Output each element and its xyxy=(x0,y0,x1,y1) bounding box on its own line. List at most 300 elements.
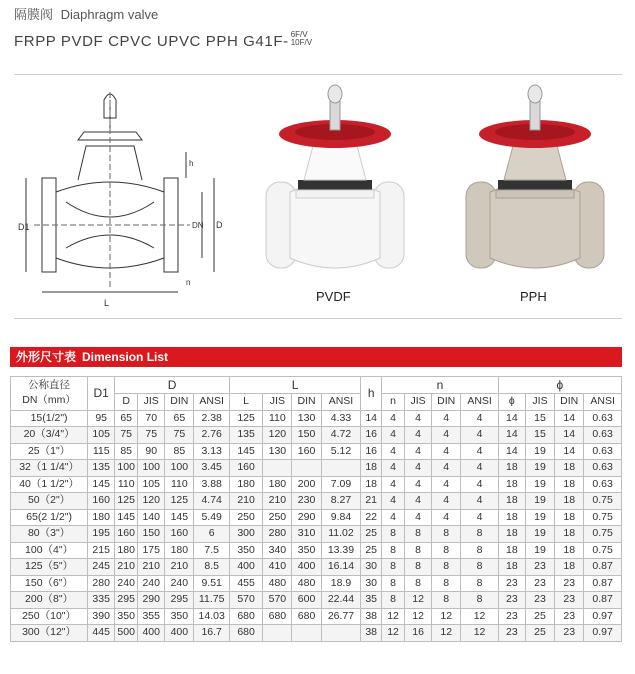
value-cell: 16 xyxy=(361,427,382,444)
value-cell: 160 xyxy=(88,493,115,510)
value-cell: 680 xyxy=(229,608,262,625)
dn-header-en: DN（mm） xyxy=(22,394,76,407)
value-cell: 13.39 xyxy=(321,542,361,559)
value-cell xyxy=(321,625,361,642)
value-cell: 290 xyxy=(292,509,321,526)
pvdf-valve-image xyxy=(250,82,420,282)
value-cell: 18 xyxy=(498,460,525,477)
value-cell: 5.49 xyxy=(194,509,229,526)
value-cell: 18 xyxy=(361,476,382,493)
value-cell: 100 xyxy=(138,460,165,477)
value-cell xyxy=(292,460,321,477)
value-cell: 180 xyxy=(263,476,292,493)
value-cell: 100 xyxy=(165,460,194,477)
table-row xyxy=(11,493,622,510)
value-cell: 4 xyxy=(461,460,499,477)
value-cell: 8 xyxy=(405,575,432,592)
value-cell: 8 xyxy=(432,592,461,609)
table-row xyxy=(11,526,622,543)
table-row xyxy=(11,542,622,559)
value-cell: 400 xyxy=(229,559,262,576)
value-cell: 145 xyxy=(229,443,262,460)
value-cell: 9.84 xyxy=(321,509,361,526)
table-row xyxy=(11,460,622,477)
value-cell: 570 xyxy=(263,592,292,609)
value-cell: 8 xyxy=(461,575,499,592)
value-cell: 8 xyxy=(382,592,405,609)
label-n: n xyxy=(186,278,191,287)
value-cell: 8 xyxy=(461,592,499,609)
value-cell: 130 xyxy=(263,443,292,460)
value-cell: 4 xyxy=(382,493,405,510)
value-cell: 8 xyxy=(405,542,432,559)
label-d1: D1 xyxy=(18,222,30,232)
model-line xyxy=(14,30,624,50)
value-cell: 105 xyxy=(138,476,165,493)
value-cell: 14 xyxy=(498,427,525,444)
value-cell: 4 xyxy=(432,509,461,526)
value-cell: 14 xyxy=(498,410,525,427)
sub-header: JIS xyxy=(405,394,432,411)
value-cell: 400 xyxy=(165,625,194,642)
value-cell: 12 xyxy=(405,608,432,625)
value-cell: 4 xyxy=(382,509,405,526)
value-cell: 12 xyxy=(461,625,499,642)
value-cell: 150 xyxy=(292,427,321,444)
value-cell: 4.33 xyxy=(321,410,361,427)
value-cell: 8.5 xyxy=(194,559,229,576)
value-cell: 26.77 xyxy=(321,608,361,625)
value-cell: 0.87 xyxy=(584,592,622,609)
sub-header: ϕ xyxy=(498,394,525,411)
value-cell: 350 xyxy=(115,608,138,625)
dn-header xyxy=(11,377,88,411)
value-cell: 75 xyxy=(115,427,138,444)
value-cell: 0.63 xyxy=(584,427,622,444)
value-cell: 23 xyxy=(498,608,525,625)
pressure-top: 6F/V xyxy=(290,30,308,39)
sub-header: D xyxy=(115,394,138,411)
table-header-row-1 xyxy=(11,377,622,394)
table-row xyxy=(11,625,622,642)
value-cell: 18 xyxy=(555,493,584,510)
value-cell: 8 xyxy=(382,542,405,559)
l-group-header: L xyxy=(229,377,360,394)
dn-cell: 200（8"） xyxy=(11,592,88,609)
phi-group-header: ϕ xyxy=(498,377,621,394)
value-cell: 4 xyxy=(405,509,432,526)
value-cell: 15 xyxy=(525,410,554,427)
value-cell: 7.09 xyxy=(321,476,361,493)
value-cell: 75 xyxy=(165,427,194,444)
value-cell: 680 xyxy=(263,608,292,625)
value-cell: 8 xyxy=(432,575,461,592)
value-cell: 23 xyxy=(555,575,584,592)
value-cell: 8 xyxy=(405,526,432,543)
value-cell: 0.75 xyxy=(584,493,622,510)
dn-cell: 150（6"） xyxy=(11,575,88,592)
technical-drawing xyxy=(14,82,222,312)
value-cell: 23 xyxy=(498,625,525,642)
value-cell: 4 xyxy=(405,476,432,493)
value-cell: 4 xyxy=(461,410,499,427)
value-cell: 38 xyxy=(361,625,382,642)
dn-cell: 100（4"） xyxy=(11,542,88,559)
value-cell: 23 xyxy=(498,575,525,592)
value-cell: 4.74 xyxy=(194,493,229,510)
value-cell: 8.27 xyxy=(321,493,361,510)
h-header: h xyxy=(361,377,382,411)
sub-header: DIN xyxy=(555,394,584,411)
value-cell: 4 xyxy=(432,460,461,477)
value-cell: 14 xyxy=(555,410,584,427)
value-cell: 125 xyxy=(165,493,194,510)
table-row xyxy=(11,575,622,592)
value-cell: 35 xyxy=(361,592,382,609)
value-cell: 130 xyxy=(292,410,321,427)
title-cn: 隔膜阀 xyxy=(14,7,54,22)
value-cell: 65 xyxy=(115,410,138,427)
value-cell: 14 xyxy=(498,443,525,460)
value-cell: 4 xyxy=(382,443,405,460)
dn-cell: 25（1"） xyxy=(11,443,88,460)
value-cell: 0.63 xyxy=(584,460,622,477)
value-cell: 0.87 xyxy=(584,575,622,592)
product-title xyxy=(14,6,624,24)
section-title-cn: 外形尺寸表 xyxy=(16,350,77,364)
dn-cell: 20（3/4"） xyxy=(11,427,88,444)
table-row xyxy=(11,427,622,444)
value-cell: 4 xyxy=(405,460,432,477)
value-cell: 18 xyxy=(498,493,525,510)
value-cell: 4 xyxy=(382,427,405,444)
value-cell: 335 xyxy=(88,592,115,609)
value-cell: 110 xyxy=(165,476,194,493)
value-cell: 210 xyxy=(138,559,165,576)
value-cell: 8 xyxy=(432,559,461,576)
value-cell: 240 xyxy=(115,575,138,592)
value-cell: 180 xyxy=(229,476,262,493)
value-cell: 23 xyxy=(525,592,554,609)
value-cell: 115 xyxy=(88,443,115,460)
value-cell: 4 xyxy=(405,443,432,460)
value-cell: 3.45 xyxy=(194,460,229,477)
value-cell: 19 xyxy=(525,460,554,477)
value-cell: 16.14 xyxy=(321,559,361,576)
value-cell: 180 xyxy=(115,542,138,559)
value-cell: 90 xyxy=(138,443,165,460)
value-cell: 0.97 xyxy=(584,608,622,625)
value-cell: 145 xyxy=(165,509,194,526)
dn-header-cn: 公称直径 xyxy=(28,379,71,392)
value-cell: 18 xyxy=(498,559,525,576)
value-cell: 8 xyxy=(382,575,405,592)
value-cell: 6 xyxy=(194,526,229,543)
value-cell: 240 xyxy=(138,575,165,592)
sub-header: JIS xyxy=(525,394,554,411)
value-cell: 8 xyxy=(461,559,499,576)
value-cell: 8 xyxy=(461,542,499,559)
table-row xyxy=(11,559,622,576)
value-cell: 4 xyxy=(382,476,405,493)
value-cell: 160 xyxy=(229,460,262,477)
value-cell: 19 xyxy=(525,493,554,510)
value-cell: 105 xyxy=(88,427,115,444)
value-cell: 18 xyxy=(498,509,525,526)
table-row xyxy=(11,592,622,609)
value-cell: 16.7 xyxy=(194,625,229,642)
value-cell: 4 xyxy=(432,443,461,460)
value-cell: 135 xyxy=(229,427,262,444)
dn-cell: 50（2"） xyxy=(11,493,88,510)
value-cell: 12 xyxy=(382,608,405,625)
value-cell: 25 xyxy=(525,625,554,642)
value-cell: 12 xyxy=(432,608,461,625)
value-cell: 145 xyxy=(115,509,138,526)
dimension-table xyxy=(10,376,622,642)
value-cell: 160 xyxy=(115,526,138,543)
sub-header: DIN xyxy=(292,394,321,411)
value-cell: 22.44 xyxy=(321,592,361,609)
value-cell: 250 xyxy=(263,509,292,526)
value-cell: 350 xyxy=(292,542,321,559)
value-cell: 680 xyxy=(292,608,321,625)
value-cell: 18 xyxy=(498,542,525,559)
value-cell: 23 xyxy=(555,608,584,625)
sub-header: ANSI xyxy=(584,394,622,411)
value-cell: 19 xyxy=(525,443,554,460)
value-cell: 120 xyxy=(138,493,165,510)
sub-header: L xyxy=(229,394,262,411)
value-cell: 14.03 xyxy=(194,608,229,625)
value-cell: 110 xyxy=(115,476,138,493)
value-cell: 14 xyxy=(555,443,584,460)
value-cell: 18 xyxy=(555,476,584,493)
value-cell: 210 xyxy=(263,493,292,510)
value-cell: 23 xyxy=(525,575,554,592)
value-cell: 8 xyxy=(382,559,405,576)
label-dn: DN xyxy=(192,221,204,230)
value-cell: 100 xyxy=(115,460,138,477)
value-cell: 4 xyxy=(461,443,499,460)
value-cell: 125 xyxy=(115,493,138,510)
value-cell: 680 xyxy=(229,625,262,642)
value-cell: 4 xyxy=(461,493,499,510)
divider-middle xyxy=(14,318,622,319)
value-cell: 280 xyxy=(88,575,115,592)
value-cell: 8 xyxy=(382,526,405,543)
value-cell: 19 xyxy=(525,526,554,543)
value-cell: 4.72 xyxy=(321,427,361,444)
page-header xyxy=(14,6,624,50)
value-cell: 3.88 xyxy=(194,476,229,493)
value-cell: 18 xyxy=(498,476,525,493)
label-h: h xyxy=(189,159,194,168)
value-cell: 21 xyxy=(361,493,382,510)
value-cell: 12 xyxy=(432,625,461,642)
value-cell: 280 xyxy=(263,526,292,543)
value-cell: 500 xyxy=(115,625,138,642)
value-cell: 2.76 xyxy=(194,427,229,444)
value-cell: 200 xyxy=(292,476,321,493)
sub-header: JIS xyxy=(138,394,165,411)
value-cell: 180 xyxy=(165,542,194,559)
value-cell: 14 xyxy=(361,410,382,427)
value-cell: 355 xyxy=(138,608,165,625)
value-cell: 2.38 xyxy=(194,410,229,427)
label-l: L xyxy=(104,298,110,308)
value-cell: 0.97 xyxy=(584,625,622,642)
value-cell: 0.87 xyxy=(584,559,622,576)
value-cell xyxy=(263,460,292,477)
value-cell: 4 xyxy=(432,493,461,510)
value-cell: 210 xyxy=(165,559,194,576)
value-cell: 12 xyxy=(461,608,499,625)
value-cell: 240 xyxy=(165,575,194,592)
sub-header: DIN xyxy=(432,394,461,411)
value-cell: 0.63 xyxy=(584,443,622,460)
value-cell: 19 xyxy=(525,509,554,526)
value-cell: 30 xyxy=(361,575,382,592)
value-cell: 23 xyxy=(498,592,525,609)
pressure-rating xyxy=(291,31,312,47)
d1-header: D1 xyxy=(88,377,115,411)
dn-cell: 125（5"） xyxy=(11,559,88,576)
value-cell: 18 xyxy=(555,559,584,576)
value-cell: 85 xyxy=(165,443,194,460)
value-cell: 290 xyxy=(138,592,165,609)
product-figures xyxy=(14,76,622,316)
value-cell: 18 xyxy=(555,460,584,477)
value-cell: 4 xyxy=(461,427,499,444)
value-cell: 140 xyxy=(138,509,165,526)
value-cell: 210 xyxy=(115,559,138,576)
value-cell: 125 xyxy=(229,410,262,427)
value-cell: 400 xyxy=(292,559,321,576)
table-row xyxy=(11,509,622,526)
value-cell: 245 xyxy=(88,559,115,576)
value-cell: 8 xyxy=(461,526,499,543)
value-cell: 75 xyxy=(138,427,165,444)
value-cell: 25 xyxy=(525,608,554,625)
table-body xyxy=(11,410,622,641)
dn-cell: 32（1 1/4"） xyxy=(11,460,88,477)
model-list: FRPP PVDF CPVC UPVC PPH G41F- xyxy=(14,33,289,50)
value-cell: 195 xyxy=(88,526,115,543)
value-cell: 350 xyxy=(229,542,262,559)
value-cell: 23 xyxy=(555,625,584,642)
dn-cell: 300（12"） xyxy=(11,625,88,642)
value-cell xyxy=(263,625,292,642)
dn-cell: 65(2 1/2") xyxy=(11,509,88,526)
label-d: D xyxy=(216,220,222,230)
value-cell: 295 xyxy=(165,592,194,609)
value-cell: 4 xyxy=(432,410,461,427)
value-cell: 22 xyxy=(361,509,382,526)
value-cell: 18 xyxy=(555,509,584,526)
n-group-header: n xyxy=(382,377,499,394)
value-cell: 0.75 xyxy=(584,526,622,543)
value-cell: 16 xyxy=(405,625,432,642)
value-cell: 8 xyxy=(432,526,461,543)
value-cell: 600 xyxy=(292,592,321,609)
value-cell: 4 xyxy=(432,427,461,444)
value-cell: 14 xyxy=(555,427,584,444)
sub-header: ANSI xyxy=(461,394,499,411)
sub-header: ANSI xyxy=(194,394,229,411)
table-row xyxy=(11,443,622,460)
value-cell: 38 xyxy=(361,608,382,625)
value-cell: 570 xyxy=(229,592,262,609)
value-cell: 445 xyxy=(88,625,115,642)
value-cell: 400 xyxy=(138,625,165,642)
value-cell: 300 xyxy=(229,526,262,543)
value-cell: 19 xyxy=(525,542,554,559)
pressure-bottom: 10F/V xyxy=(290,38,313,47)
value-cell: 19 xyxy=(525,476,554,493)
value-cell: 295 xyxy=(115,592,138,609)
divider-top xyxy=(14,74,622,75)
value-cell: 70 xyxy=(138,410,165,427)
value-cell: 4 xyxy=(405,427,432,444)
value-cell: 175 xyxy=(138,542,165,559)
value-cell: 4 xyxy=(405,410,432,427)
value-cell: 215 xyxy=(88,542,115,559)
section-header xyxy=(10,347,622,367)
value-cell: 16 xyxy=(361,443,382,460)
value-cell: 3.13 xyxy=(194,443,229,460)
value-cell: 110 xyxy=(263,410,292,427)
value-cell: 30 xyxy=(361,559,382,576)
value-cell: 0.63 xyxy=(584,476,622,493)
value-cell: 455 xyxy=(229,575,262,592)
value-cell xyxy=(292,625,321,642)
sub-header: JIS xyxy=(263,394,292,411)
value-cell: 11.02 xyxy=(321,526,361,543)
value-cell: 85 xyxy=(115,443,138,460)
value-cell: 7.5 xyxy=(194,542,229,559)
value-cell: 23 xyxy=(525,559,554,576)
dn-cell: 80（3"） xyxy=(11,526,88,543)
value-cell: 310 xyxy=(292,526,321,543)
value-cell: 25 xyxy=(361,526,382,543)
value-cell: 480 xyxy=(292,575,321,592)
table-row xyxy=(11,410,622,427)
value-cell: 9.51 xyxy=(194,575,229,592)
value-cell: 65 xyxy=(165,410,194,427)
pvdf-caption: PVDF xyxy=(316,289,351,304)
value-cell: 8 xyxy=(432,542,461,559)
value-cell: 8 xyxy=(405,559,432,576)
value-cell: 12 xyxy=(405,592,432,609)
value-cell: 18 xyxy=(361,460,382,477)
value-cell: 11.75 xyxy=(194,592,229,609)
value-cell: 95 xyxy=(88,410,115,427)
dn-cell: 40（1 1/2"） xyxy=(11,476,88,493)
value-cell: 18 xyxy=(555,526,584,543)
value-cell: 18.9 xyxy=(321,575,361,592)
value-cell: 230 xyxy=(292,493,321,510)
value-cell: 160 xyxy=(165,526,194,543)
value-cell: 4 xyxy=(461,476,499,493)
table-row xyxy=(11,476,622,493)
d-group-header: D xyxy=(115,377,230,394)
value-cell: 18 xyxy=(498,526,525,543)
value-cell: 390 xyxy=(88,608,115,625)
pph-valve-image xyxy=(450,82,620,282)
sub-header: DIN xyxy=(165,394,194,411)
value-cell: 350 xyxy=(165,608,194,625)
